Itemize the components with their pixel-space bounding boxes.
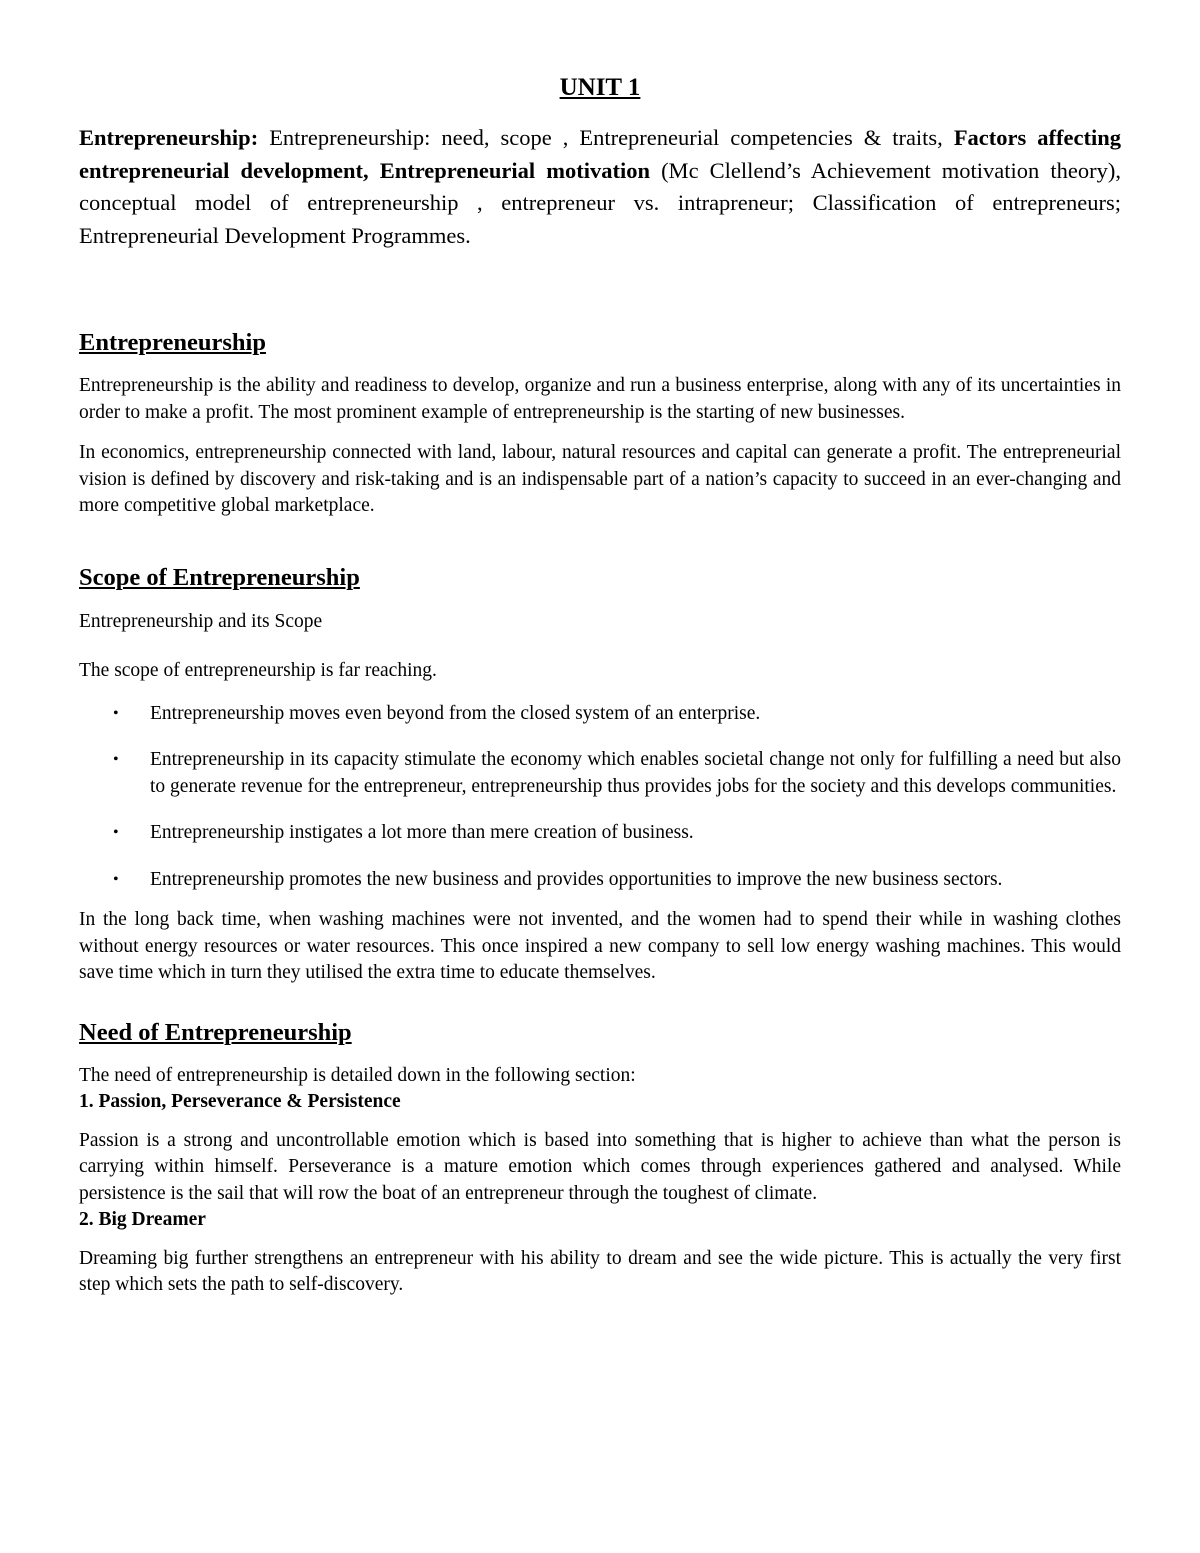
need-item-1-title: 1. Passion, Perseverance & Persistence	[79, 1091, 401, 1112]
document-page	[79, 72, 1121, 1299]
bullet-icon: •	[113, 824, 119, 841]
need-lead: The need of entrepreneurship is detailed down in the following section:	[79, 1064, 636, 1086]
heading-entrepreneurship: Entrepreneurship	[79, 329, 266, 356]
need-item-2-text: Dreaming big further strengthens an entrepreneur with his ability to dream and see the wide picture. This is actually the very first step which sets the path to self-discovery.	[79, 1247, 1121, 1295]
intro-lead: Entrepreneurship:	[79, 125, 259, 150]
scope-lead: The scope of entrepreneurship is far reaching.	[79, 660, 437, 681]
scope-closing-para: In the long back time, when washing machines were not invented, and the women had to spend their while in washing clothes without energy resources or water resources. This once inspired a new company to sell low energy washing machines. This would save time which in turn they utilised the extra time to educate themselves.	[79, 909, 1121, 983]
intro-bold-part: Factors affecting entrepreneurial development, Entrepreneurial motivation	[79, 125, 1121, 183]
list-item-text: Entrepreneurship in its capacity stimulate the economy which enables societal change not only for fulfilling a need but also to generate revenue for the entrepreneur, entrepreneurship thus provides jobs for the society and this develops communities.	[150, 749, 1121, 797]
list-item-text: Entrepreneurship promotes the new business and provides opportunities to improve the new business sectors.	[150, 868, 1003, 890]
entrepreneurship-para-2: In economics, entrepreneurship connected with land, labour, natural resources and capital can generate a profit. The entrepreneurial vision is defined by discovery and risk-taking and is an indispensable part of a nation’s capacity to succeed in an ever-changing and more competitive global marketplace.	[79, 442, 1121, 516]
intro-part2: (Mc Clellend’s Achievement motivation theory), conceptual model of entrepreneurship , entrepreneur vs. intrapreneur; Classification of entrepreneurs; Entrepreneurial Development Programmes.	[79, 157, 1121, 248]
unit-title: UNIT 1	[559, 74, 641, 101]
scope-subtitle: Entrepreneurship and its Scope	[79, 610, 323, 632]
heading-scope: Scope of Entrepreneurship	[79, 563, 360, 591]
bullet-icon: •	[113, 751, 119, 768]
need-item-1-text: Passion is a strong and uncontrollable emotion which is based into something that is higher to achieve than what the person is carrying within himself. Perseverance is a mature emotion which comes through experiences gathered and analysed. While persistence is the sail that will row the boat of an entrepreneur through the toughest of climate.	[79, 1129, 1121, 1204]
scope-bullet-list	[79, 701, 1121, 894]
intro-part1: Entrepreneurship: need, scope , Entrepreneurial competencies & traits,	[258, 125, 954, 150]
entrepreneurship-para-1: Entrepreneurship is the ability and readiness to develop, organize and run a business enterprise, along with any of its uncertainties in order to make a profit. The most prominent example of entrepreneurship is the starting of new businesses.	[79, 375, 1121, 423]
heading-need: Need of Entrepreneurship	[79, 1018, 352, 1046]
list-item	[79, 747, 1121, 800]
bullet-icon: •	[113, 870, 119, 888]
unit-intro	[79, 122, 1121, 252]
list-item	[79, 820, 1121, 847]
need-item-2-title: 2. Big Dreamer	[79, 1209, 206, 1230]
list-item	[79, 701, 1121, 728]
bullet-icon: •	[113, 704, 119, 722]
list-item	[79, 867, 1121, 894]
list-item-text: Entrepreneurship instigates a lot more than mere creation of business.	[150, 822, 694, 843]
list-item-text: Entrepreneurship moves even beyond from the closed system of an enterprise.	[150, 702, 761, 724]
